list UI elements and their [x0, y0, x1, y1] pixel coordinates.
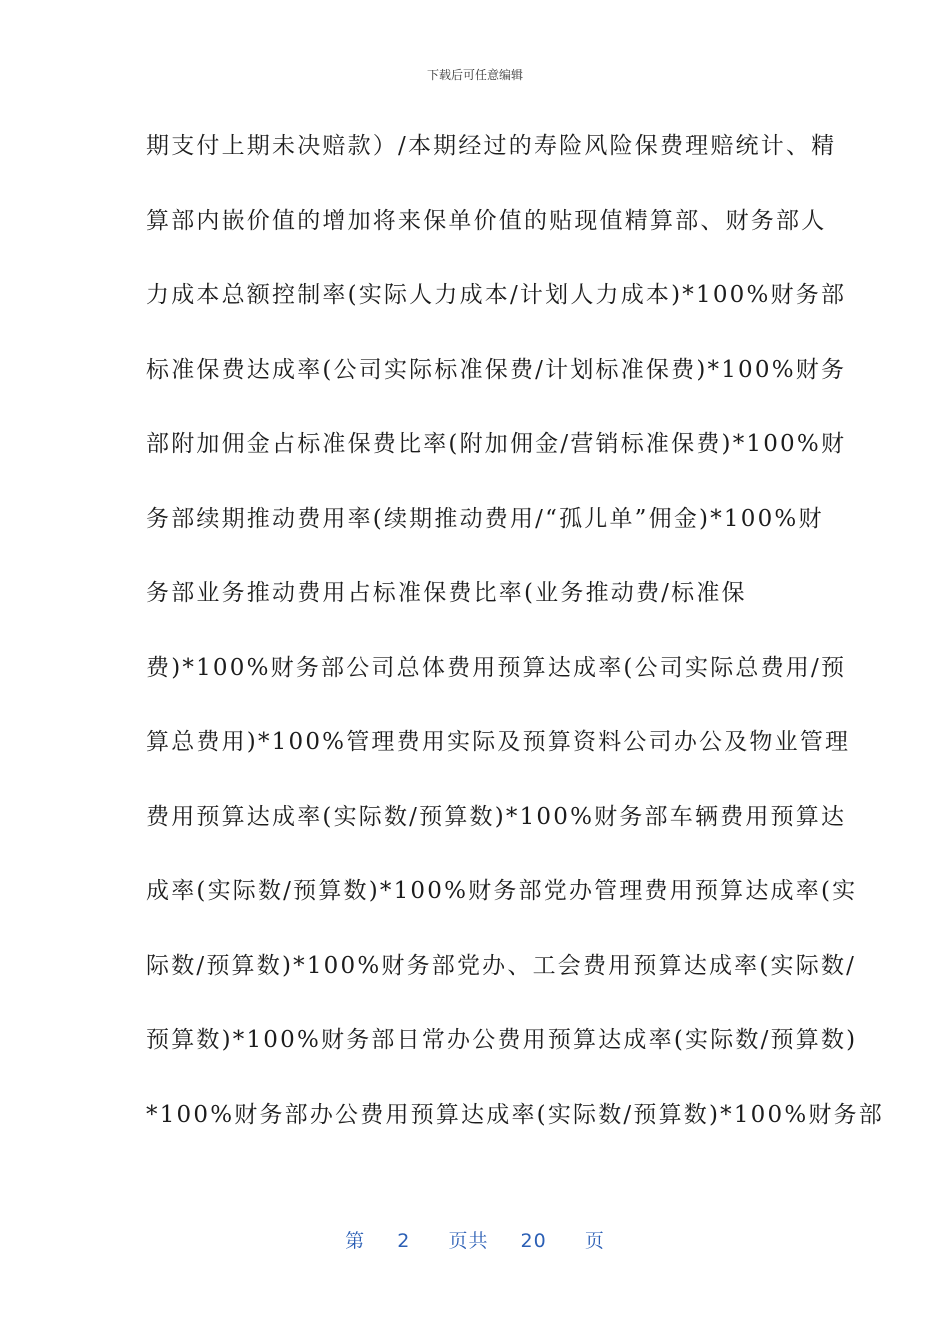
body-line: *100%财务部办公费用预算达成率(实际数/预算数)*100%财务部 — [146, 1101, 885, 1128]
body-line: 务部业务推动费用占标准保费比率(业务推动费/标准保 — [146, 580, 747, 606]
total-pages-number: 20 — [520, 1230, 547, 1252]
body-line: 算部内嵌价值的增加将来保单价值的贴现值精算部、财务部人 — [146, 207, 827, 234]
body-line: 部附加佣金占标准保费比率(附加佣金/营销标准保费)*100%财 — [146, 431, 847, 457]
body-line: 标准保费达成率(公司实际标准保费/计划标准保费)*100%财务 — [146, 356, 847, 383]
page-number-footer — [0, 1226, 950, 1253]
body-line: 费)*100%财务部公司总体费用预算达成率(公司实际总费用/预 — [146, 654, 847, 681]
body-line: 算总费用)*100%管理费用实际及预算资料公司办公及物业管理 — [146, 729, 851, 755]
body-line: 务部续期推动费用率(续期推动费用/“孤儿单”佣金)*100%财 — [146, 505, 824, 532]
body-line: 成率(实际数/预算数)*100%财务部党办管理费用预算达成率(实 — [146, 878, 858, 904]
body-line: 预算数)*100%财务部日常办公费用预算达成率(实际数/预算数) — [146, 1027, 858, 1053]
body-line: 费用预算达成率(实际数/预算数)*100%财务部车辆费用预算达 — [146, 803, 847, 830]
footer-prefix: 第 — [345, 1230, 366, 1252]
body-line: 期支付上期未决赔款）/本期经过的寿险风险保费理赔统计、精 — [146, 133, 837, 159]
current-page-number: 2 — [397, 1230, 411, 1252]
document-body — [146, 122, 885, 1165]
body-line: 际数/预算数)*100%财务部党办、工会费用预算达成率(实际数/ — [146, 952, 857, 979]
body-line: 力成本总额控制率(实际人力成本/计划人力成本)*100%财务部 — [146, 282, 847, 308]
footer-middle: 页共 — [448, 1230, 489, 1252]
page-header-note: 下载后可任意编辑 — [426, 68, 523, 82]
footer-suffix: 页 — [584, 1230, 605, 1252]
